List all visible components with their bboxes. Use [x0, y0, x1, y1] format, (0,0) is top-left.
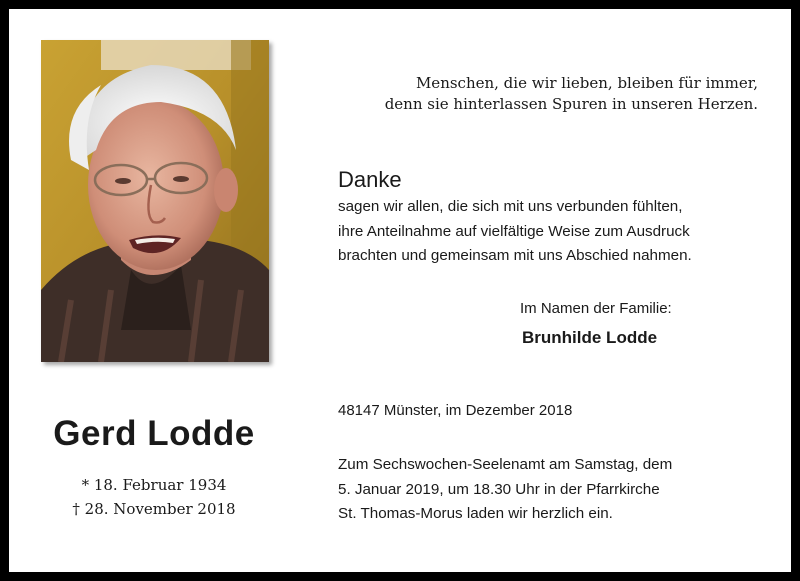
service-line: Zum Sechswochen-Seelenamt am Samstag, dem — [338, 456, 673, 473]
service-line: St. Thomas-Morus laden wir herzlich ein. — [338, 505, 613, 522]
family-signatory: Brunhilde Lodde — [522, 328, 658, 347]
thanks-line: sagen wir allen, die sich mit uns verbunden fühlten, — [338, 198, 683, 215]
obituary-card — [9, 9, 791, 572]
thanks-line: ihre Anteilnahme auf vielfältige Weise zum Ausdruck — [338, 222, 690, 240]
service-line: 5. Januar 2019, um 18.30 Uhr in der Pfarrkirche — [338, 480, 660, 498]
family-label: Im Namen der Familie: — [520, 300, 672, 317]
thanks-line: brachten und gemeinsam mit uns Abschied nahmen. — [338, 247, 692, 264]
quote-line: denn sie hinterlassen Spuren in unseren Herzen. — [384, 95, 758, 113]
place-and-date: 48147 Münster, im Dezember 2018 — [338, 402, 573, 419]
death-date: † 28. November 2018 — [72, 500, 236, 518]
deceased-name: Gerd Lodde — [53, 414, 255, 453]
thanks-text — [338, 195, 758, 269]
portrait-photo — [41, 40, 269, 362]
memorial-quote — [338, 73, 758, 115]
thanks-heading: Danke — [338, 167, 402, 192]
quote-line: Menschen, die wir lieben, bleiben für immer, — [415, 74, 758, 92]
service-announcement — [338, 453, 758, 527]
birth-date: * 18. Februar 1934 — [81, 476, 227, 494]
